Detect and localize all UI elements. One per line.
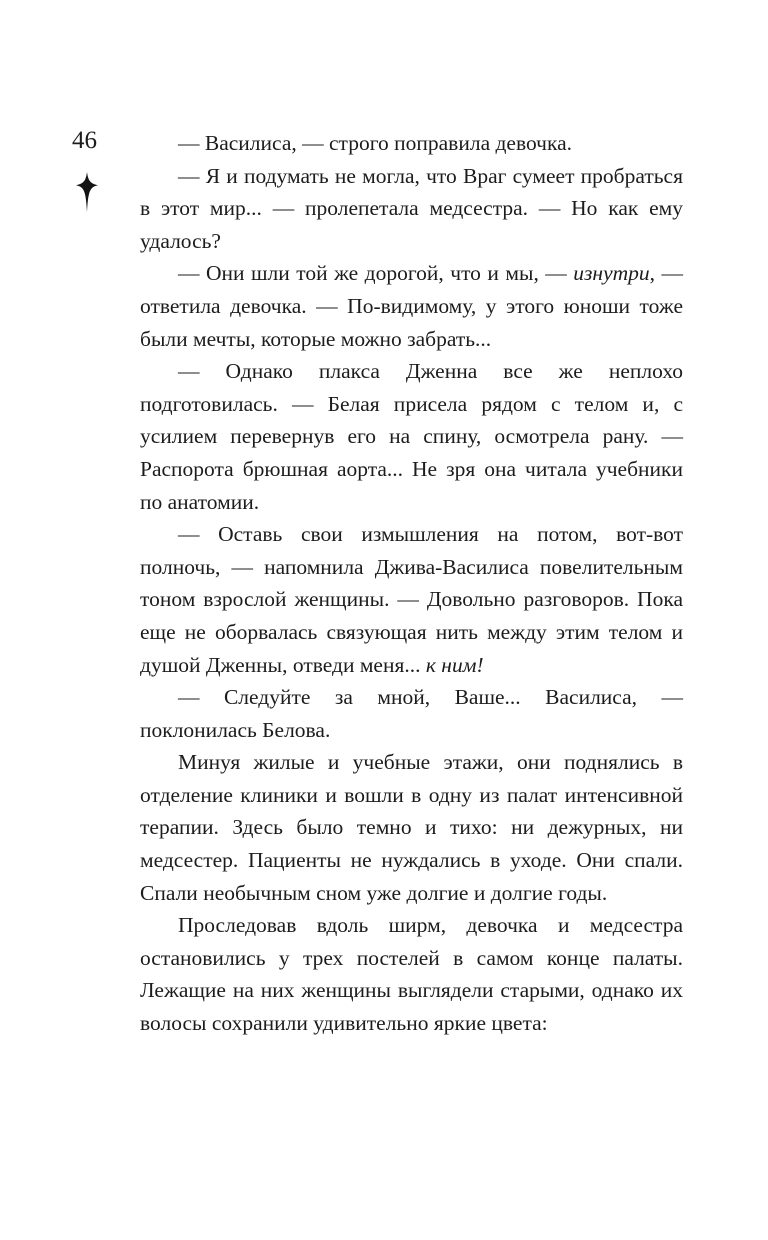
paragraph: [140, 127, 683, 160]
paragraph: [140, 355, 683, 518]
paragraph: [140, 257, 683, 355]
text-block: [140, 127, 683, 1040]
text-segment: — Следуйте за мной, Ваше... Василиса, — поклонилась Белова.: [140, 685, 683, 742]
paragraph: [140, 909, 683, 1039]
page-number: 46: [72, 127, 97, 154]
text-segment: — Василиса, — строго поправила девочка.: [178, 131, 573, 155]
text-segment: Проследовав вдоль ширм, девочка и медсестра остановились у трех постелей в самом конце палаты. Лежащие на них женщины выглядели старыми, однако их волосы сохранили удивительно яркие цвета:: [140, 913, 683, 1036]
italic-text-segment: к ним!: [425, 652, 484, 677]
text-segment: — Оставь свои измышления на потом, вот-вот полночь, — напомнила Джива-Василиса повелительным тоном взрослой женщины. — Довольно разговоров. Пока еще не оборвалась связующая нить между этим телом и душой Дженны, отведи меня...: [140, 522, 683, 677]
paragraph: [140, 160, 683, 258]
text-segment: Минуя жилые и учебные этажи, они поднялись в отделение клиники и вошли в одну из палат интенсивной терапии. Здесь было темно и тихо: ни дежурных, ни медсестер. Пациенты не нуждались в уходе. Они спали. Спали необычным сном уже долгие и долгие годы.: [140, 750, 683, 905]
text-segment: — Однако плакса Дженна все же неплохо подготовилась. — Белая присела рядом с телом и, с усилием перевернув его на спину, осмотрела рану. — Распорота брюшная аорта... Не зря она читала учебники по анатомии.: [140, 359, 683, 514]
text-segment: — Они шли той же дорогой, что и мы, —: [178, 261, 574, 286]
paragraph: [140, 518, 683, 681]
paragraph: [140, 746, 683, 909]
paragraph: [140, 681, 683, 746]
text-segment: , — ответила девочка. — По-видимому, у этого юноши тоже были мечты, которые можно забрать...: [140, 261, 683, 351]
italic-text-segment: изнутри: [573, 261, 650, 286]
four-pointed-star-icon: [76, 172, 98, 212]
text-segment: — Я и подумать не могла, что Враг сумеет пробраться в этот мир... — пролепетала медсестра. — Но как ему удалось?: [140, 163, 683, 253]
